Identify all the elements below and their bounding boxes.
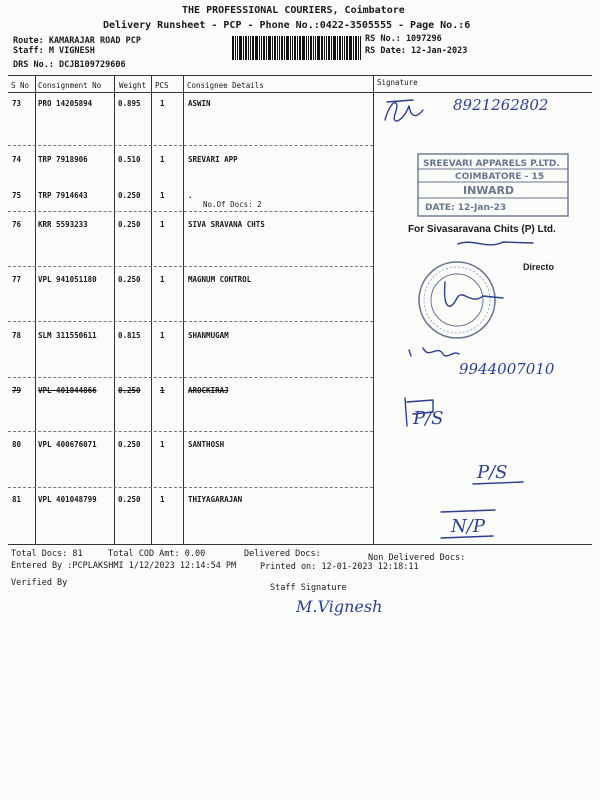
barcode-bar <box>281 36 283 60</box>
row-74-consignment: TRP 7918906 <box>38 155 88 164</box>
signature-73-stroke <box>387 100 413 102</box>
signature-column <box>373 92 600 544</box>
row-75-doc-count: No.Of Docs: 2 <box>203 200 262 209</box>
row-77-consignee: MAGNUM CONTROL <box>188 275 252 284</box>
row-75-consignee: . <box>188 191 193 200</box>
row-80-consignment: VPL 400676071 <box>38 440 97 449</box>
row-74-consignee: SREVARI APP <box>188 155 238 164</box>
barcode-bar <box>277 36 278 60</box>
row-80-pcs: 1 <box>160 440 165 449</box>
table-bottom-rule <box>8 544 592 545</box>
barcode-bar <box>245 36 247 60</box>
row-75-consignment: TRP 7914643 <box>38 191 88 200</box>
total-docs: Total Docs: 81 <box>11 549 83 559</box>
signature-80-mark: P/S <box>477 462 508 483</box>
barcode-bar <box>337 36 338 60</box>
row-separator <box>8 266 373 267</box>
column-header-signature: Signature <box>377 78 418 87</box>
barcode-bar <box>252 36 254 60</box>
row-separator <box>8 211 373 212</box>
row-78-consignee: SHANMUGAM <box>188 331 229 340</box>
entered-by: Entered By :PCPLAKSHMI 1/12/2023 12:14:54 PM <box>11 561 237 571</box>
non-delivered-docs: Non Delivered Docs: <box>368 553 466 563</box>
row-76-weight: 0.250 <box>118 220 141 229</box>
stamp-city: COIMBATORE - 15 <box>455 172 545 182</box>
row-74-pcs: 1 <box>160 155 165 164</box>
barcode-bar <box>274 36 276 60</box>
signature-73-scribble <box>385 103 423 121</box>
row-79-consignee: AROCKIRAJ <box>188 386 229 395</box>
row-73-pcs: 1 <box>160 99 165 108</box>
row-79-sno: 79 <box>12 386 22 395</box>
signature-78-scribble <box>409 348 459 356</box>
stamp-company: SREEVARI APPARELS P.LTD. <box>423 159 560 169</box>
row-separator <box>8 321 373 322</box>
barcode-bar <box>248 36 249 60</box>
barcode <box>232 36 361 60</box>
row-73-weight: 0.895 <box>118 99 141 108</box>
row-73-consignee: ASWIN <box>188 99 211 108</box>
row-separator <box>8 487 373 488</box>
drs-number: DRS No.: DCJB109729606 <box>13 60 126 70</box>
stamp-date: DATE: 12-Jan-23 <box>425 203 507 213</box>
staff-signature-label: Staff Signature <box>270 583 347 593</box>
signature-76-scribble <box>458 242 533 245</box>
row-78-pcs: 1 <box>160 331 165 340</box>
row-81-consignee: THIYAGARAJAN <box>188 495 243 504</box>
column-header-consignment: Consignment No <box>38 81 102 90</box>
barcode-bar <box>263 36 265 60</box>
barcode-bar <box>328 36 330 60</box>
round-seal <box>419 262 495 338</box>
barcode-bar <box>349 36 352 60</box>
barcode-bar <box>333 36 336 60</box>
barcode-bar <box>344 36 345 60</box>
row-76-consignment: KRR 5593233 <box>38 220 88 229</box>
row-77-sno: 77 <box>12 275 22 284</box>
rs-number: RS No.: 1097296 <box>365 34 442 44</box>
barcode-bar <box>315 36 316 60</box>
director-text: Directo <box>523 262 555 272</box>
barcode-bar <box>237 36 238 60</box>
row-separator <box>8 377 373 378</box>
barcode-bar <box>355 36 357 60</box>
document-title: THE PROFESSIONAL COURIERS, Coimbatore <box>182 5 405 16</box>
barcode-bar <box>297 36 298 60</box>
printed-on: Printed on: 12-01-2023 12:18:11 <box>260 562 419 572</box>
column-header-pcs: PCS <box>155 81 169 90</box>
barcode-bar <box>261 36 262 60</box>
staff-signature <box>290 588 400 624</box>
barcode-bar <box>358 36 359 60</box>
row-73-consignment: PRO 14205894 <box>38 99 93 108</box>
barcode-bar <box>239 36 242 60</box>
barcode-bar <box>232 36 234 60</box>
row-79-pcs: 1 <box>160 386 165 395</box>
barcode-bar <box>294 36 296 60</box>
table-top-rule <box>8 75 592 76</box>
row-separator <box>8 431 373 432</box>
barcode-bar <box>321 36 323 60</box>
row-78-sno: 78 <box>12 331 22 340</box>
column-header-consignee: Consignee Details <box>187 81 264 90</box>
signature-81-mark: N/P <box>451 516 485 537</box>
barcode-bar <box>272 36 273 60</box>
row-78-weight: 0.815 <box>118 331 141 340</box>
barcode-bar <box>324 36 325 60</box>
delivered-docs: Delivered Docs: <box>244 549 321 559</box>
staff-label: Staff: M VIGNESH <box>13 46 95 56</box>
route-label: Route: KAMARAJAR ROAD PCP <box>13 36 141 46</box>
row-75-pcs: 1 <box>160 191 165 200</box>
barcode-bar <box>235 36 236 60</box>
row-77-weight: 0.250 <box>118 275 141 284</box>
barcode-bar <box>360 36 361 60</box>
barcode-bar <box>290 36 291 60</box>
barcode-bar <box>353 36 354 60</box>
barcode-bar <box>268 36 271 60</box>
row-77-pcs: 1 <box>160 275 165 284</box>
barcode-bar <box>317 36 320 60</box>
barcode-bar <box>346 36 348 60</box>
row-81-sno: 81 <box>12 495 22 504</box>
staff-signature-text: M.Vignesh <box>296 597 383 616</box>
row-81-pcs: 1 <box>160 495 165 504</box>
barcode-bar <box>339 36 341 60</box>
barcode-bar <box>313 36 314 60</box>
row-separator <box>8 145 373 146</box>
row-74-sno: 74 <box>12 155 22 164</box>
sivasaravana-stamp: For Sivasaravana Chits (P) Ltd. <box>408 224 556 235</box>
column-header-sno: S No <box>11 81 30 90</box>
barcode-bar <box>306 36 307 60</box>
barcode-bar <box>266 36 267 60</box>
row-76-pcs: 1 <box>160 220 165 229</box>
barcode-bar <box>331 36 332 60</box>
barcode-bar <box>259 36 260 60</box>
signature-79-mark: P/S <box>413 408 444 429</box>
barcode-bar <box>292 36 293 60</box>
row-80-consignee: SANTHOSH <box>188 440 225 449</box>
row-73-sno: 73 <box>12 99 22 108</box>
row-80-weight: 0.250 <box>118 440 141 449</box>
row-80-sno: 80 <box>12 440 22 449</box>
row-76-sno: 76 <box>12 220 22 229</box>
barcode-bar <box>284 36 285 60</box>
stamp-inward: INWARD <box>463 184 515 197</box>
row-77-consignment: VPL 941051180 <box>38 275 97 284</box>
signature-78-phone: 9944007010 <box>459 360 555 378</box>
row-79-weight: 0.250 <box>118 386 141 395</box>
barcode-bar <box>310 36 312 60</box>
row-79-consignment: VPL 401044866 <box>38 386 97 395</box>
barcode-bar <box>326 36 327 60</box>
row-81-weight: 0.250 <box>118 495 141 504</box>
sreevari-stamp <box>418 154 568 216</box>
barcode-bar <box>250 36 251 60</box>
row-75-weight: 0.250 <box>118 191 141 200</box>
barcode-bar <box>279 36 280 60</box>
total-cod: Total COD Amt: 0.00 <box>108 549 206 559</box>
row-78-consignment: SLM 311550611 <box>38 331 97 340</box>
signature-73-phone: 8921262802 <box>453 96 549 114</box>
verified-by: Verified By <box>11 578 68 588</box>
barcode-bar <box>308 36 309 60</box>
row-81-consignment: VPL 401048799 <box>38 495 97 504</box>
rs-date: RS Date: 12-Jan-2023 <box>365 46 468 56</box>
row-76-consignee: SIVA SRAVANA CHTS <box>188 220 265 229</box>
column-header-weight: Weight <box>119 81 147 90</box>
barcode-bar <box>286 36 289 60</box>
document-subtitle: Delivery Runsheet - PCP - Phone No.:0422-3505555 - Page No.:6 <box>103 20 471 31</box>
barcode-bar <box>255 36 258 60</box>
row-75-sno: 75 <box>12 191 22 200</box>
barcode-bar <box>299 36 301 60</box>
barcode-bar <box>302 36 305 60</box>
barcode-bar <box>243 36 244 60</box>
row-74-weight: 0.510 <box>118 155 141 164</box>
barcode-bar <box>342 36 343 60</box>
